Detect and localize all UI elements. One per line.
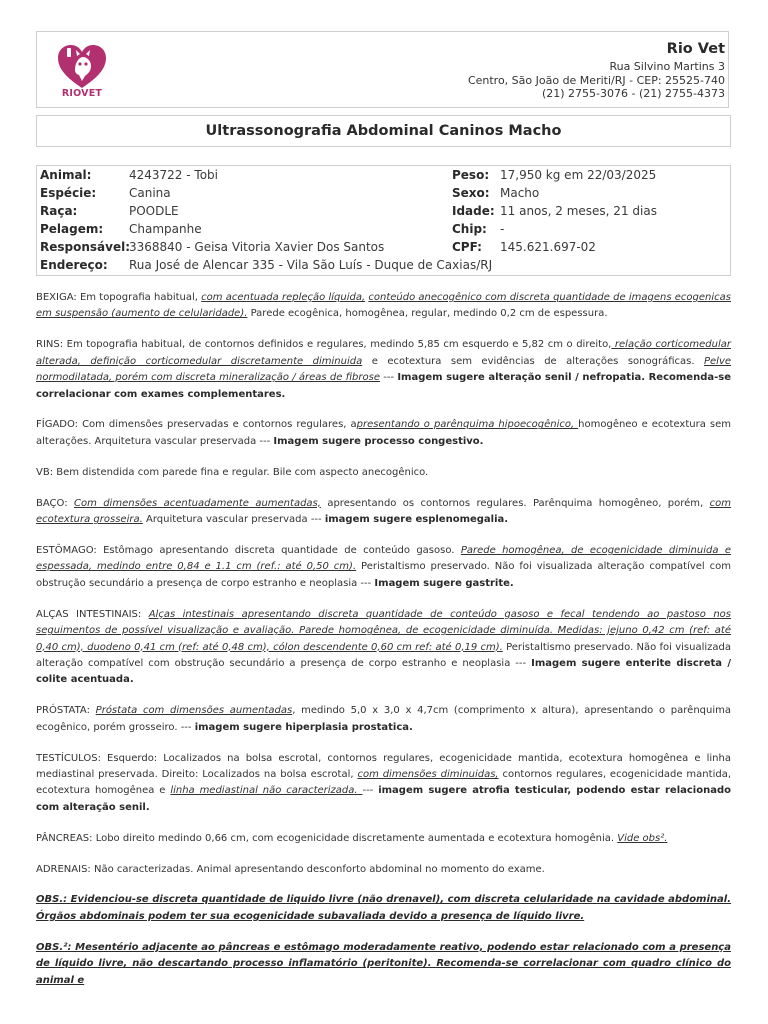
obs1-text: OBS.: Evidenciou-se discreta quantidade de liquido livre (não drenavel), com discreta celularidade na cavidade abdominal. Órgãos abdominais podem ter sua ecogenicidade subavaliada devido a presença de líquido livre. [36, 894, 731, 922]
alcas-highlight: Alças intestinais apresentando discreta quantidade de conteúdo gasoso e fecal tendendo ao pastoso nos seguimentos de possível visualização e avaliação. Parede homogênea, de ecogenicidade diminuída. Medidas: jejuno 0,42 cm (ref: até 0,40 cm), duodeno 0,41 cm (ref: até 0,48 cm), cólon descendente 0,60 cm ref: até 0,19 cm). [36, 608, 731, 653]
finding-prostata [36, 703, 731, 736]
pancreas-highlight: Vide obs². [617, 832, 668, 844]
peso-value: 17,950 kg em 22/03/2025 [500, 168, 657, 182]
finding-bexiga [36, 290, 731, 323]
pelagem-value: Champanhe [129, 222, 202, 236]
animal-label: Animal: [40, 168, 92, 182]
prostata-conclusion: imagem sugere hiperplasia prostatica. [194, 721, 413, 733]
chip-value: - [500, 222, 505, 236]
baco-conclusion: imagem sugere esplenomegalia. [324, 514, 509, 526]
especie-value: Canina [129, 186, 171, 200]
heart-pet-icon [55, 44, 109, 90]
responsavel-label: Responsável: [40, 240, 131, 254]
endereco-value: Rua José de Alencar 335 - Vila São Luís - Duque de Caxias/RJ [129, 258, 493, 272]
info-row-especie [37, 184, 730, 202]
clinic-street: Rua Silvino Martins 3 [609, 60, 725, 73]
estomago-highlight: Parede homogênea, de ecogenicidade diminuida e espessada, medindo entre 0,84 e 1.1 cm (ref.: até 0,50 cm). [36, 544, 731, 573]
baco-text-3: Arquitetura vascular preservada --- [142, 514, 325, 526]
finding-vb [36, 465, 731, 481]
peso-label: Peso: [452, 168, 490, 182]
testiculos-text: TESTÍCULOS: Esquerdo: Localizados na bolsa escrotal, contornos regulares, ecogenicidade mantida, ecotextura homogênea e linha mediastinal preservada. Direito: Localizados na bolsa escrotal, [36, 752, 731, 780]
patient-info-table [36, 165, 731, 276]
vb-text: VB: Bem distendida com parede fina e regular. Bile com aspecto anecogênico. [36, 466, 429, 478]
alcas-conclusion: Imagem sugere enterite discreta / colite acentuada. [36, 657, 731, 686]
raca-value: POODLE [129, 204, 179, 218]
clinic-phones: (21) 2755-3076 - (21) 2755-4373 [541, 87, 725, 100]
rins-text-2: e ecotextura sem evidências de alterações sonográficas. [362, 355, 704, 367]
clinic-city: Centro, São João de Meriti/RJ - CEP: 25525-740 [467, 73, 725, 87]
testiculos-highlight-1: com dimensões diminuidas, [357, 768, 499, 780]
finding-testiculos [36, 751, 731, 817]
info-row-raca [37, 202, 730, 220]
bexiga-highlight-1: com acentuada repleção líquida, [201, 292, 366, 303]
rins-conclusion: Imagem sugere alteração senil / nefropatia. Recomenda-se correlacionar com exames complementares. [36, 372, 731, 400]
endereco-label: Endereço: [40, 258, 108, 272]
figado-highlight: presentando o parênquima hipoecogênico, [356, 419, 579, 431]
observation-2 [36, 940, 731, 989]
clinic-info [468, 38, 725, 101]
finding-rins [36, 337, 731, 403]
pelagem-label: Pelagem: [40, 222, 104, 236]
info-row-pelagem [37, 220, 730, 238]
chip-label: Chip: [452, 222, 487, 236]
clinic-name: Rio Vet [666, 41, 725, 57]
riovet-logo [55, 44, 109, 102]
testiculos-highlight-2: linha mediastinal não caracterizada. [170, 785, 363, 797]
observation-1 [36, 892, 731, 925]
testiculos-text-3: --- [362, 785, 379, 797]
alcas-text-2: Peristaltismo preservado. Não foi visualizada alteração compatível com obstrução secundário a presença de corpo estranho e neoplasia --- [36, 641, 731, 669]
baco-highlight-2: com ecotextura grosseira. [36, 497, 731, 526]
estomago-conclusion: Imagem sugere gastrite. [374, 577, 514, 589]
baco-text-2: apresentando os contornos regulares. Parênquima homogêneo, porém, [320, 497, 710, 509]
finding-estomago [36, 543, 731, 592]
adrenais-text: ADRENAIS: Não caracterizadas. Animal apresentando desconforto abdominal no momento do exame. [36, 863, 545, 875]
pancreas-text: PÂNCREAS: Lobo direito medindo 0,66 cm, com ecogenicidade discretamente aumentada e ecotextura homogênia. [36, 832, 618, 844]
baco-text: BAÇO: [36, 497, 74, 509]
exam-title: Ultrassonografia Abdominal Caninos Macho [36, 115, 731, 147]
raca-label: Raça: [40, 204, 78, 218]
report-body [36, 290, 731, 1004]
finding-adrenais [36, 862, 731, 878]
figado-text-2: homogêneo e ecotextura sem alterações. Arquitetura vascular preservada --- [36, 419, 731, 447]
finding-alcas-intestinais [36, 607, 731, 689]
responsavel-value: 3368840 - Geisa Vitoria Xavier Dos Santos [129, 240, 385, 254]
bexiga-highlight-2: conteúdo anecogênico com discreta quantidade de imagens ecogenicas em suspensão (aumento de celularidade). [36, 292, 731, 320]
prostata-text-2: , medindo 5,0 x 3,0 x 4,7cm (comprimento x altura), apresentando o parênquima ecogênico, porém grosseiro. --- [36, 705, 732, 733]
info-row-animal [37, 166, 730, 184]
prostata-highlight: Próstata com dimensões aumentadas [95, 705, 293, 717]
especie-label: Espécie: [40, 186, 97, 200]
clinic-header [36, 31, 729, 108]
testiculos-conclusion: imagem sugere atrofia testicular, podendo estar relacionado com alteração senil. [36, 785, 731, 813]
alcas-text: ALÇAS INTESTINAIS: [36, 608, 149, 620]
logo-text: RIOVET [61, 88, 103, 99]
animal-value: 4243722 - Tobi [129, 168, 218, 182]
testiculos-text-2: contornos regulares, ecogenicidade mantida, ecotextura homogênea e [36, 768, 731, 797]
finding-pancreas [36, 831, 731, 847]
info-row-endereco [37, 256, 730, 274]
figado-text: FÍGADO: Com dimensões preservadas e contornos regulares, a [36, 419, 357, 431]
cpf-label: CPF: [452, 240, 482, 254]
bexiga-text: BEXIGA: Em topografia habitual, [36, 292, 202, 303]
baco-highlight-1: Com dimensões acentuadamente aumentadas, [73, 497, 321, 509]
sexo-label: Sexo: [452, 186, 490, 200]
finding-figado [36, 417, 731, 450]
prostata-text: PRÓSTATA: [36, 705, 96, 717]
rins-highlight-2: Pelve normodilatada, porém com discreta mineralização / áreas de fibrose [36, 355, 732, 384]
info-row-responsavel [37, 238, 730, 256]
obs2-text: OBS.²: Mesentério adjacente ao pâncreas e estômago moderadamente reativo, podendo estar relacionado com a presença de líquido livre, não descartando processo inflamatório (peritonite). Recomenda-se correlacionar com quadro clínico do animal e [36, 941, 731, 986]
idade-value: 11 anos, 2 meses, 21 dias [500, 204, 657, 218]
rins-highlight-1: relação corticomedular alterada, definição corticomedular discretamente diminuida [36, 339, 731, 367]
estomago-text-2: Peristaltismo preservado. Não foi visualizada alteração compatível com obstrução secundário a presença de corpo estranho e neoplasia --- [36, 561, 731, 589]
rins-text-3: --- [380, 372, 398, 384]
sexo-value: Macho [500, 186, 540, 200]
estomago-text: ESTÔMAGO: Estômago apresentando discreta quantidade de conteúdo gasoso. [36, 544, 461, 556]
figado-conclusion: Imagem sugere processo congestivo. [273, 435, 484, 447]
finding-baco [36, 496, 731, 529]
rins-text: RINS: Em topografia habitual, de contornos definidos e regulares, medindo 5,85 cm esquerdo e 5,82 cm o direito, [36, 339, 612, 351]
cpf-value: 145.621.697-02 [500, 240, 596, 254]
bexiga-text-3: Parede ecogênica, homogênea, regular, medindo 0,2 cm de espessura. [247, 308, 608, 320]
idade-label: Idade: [452, 204, 495, 218]
